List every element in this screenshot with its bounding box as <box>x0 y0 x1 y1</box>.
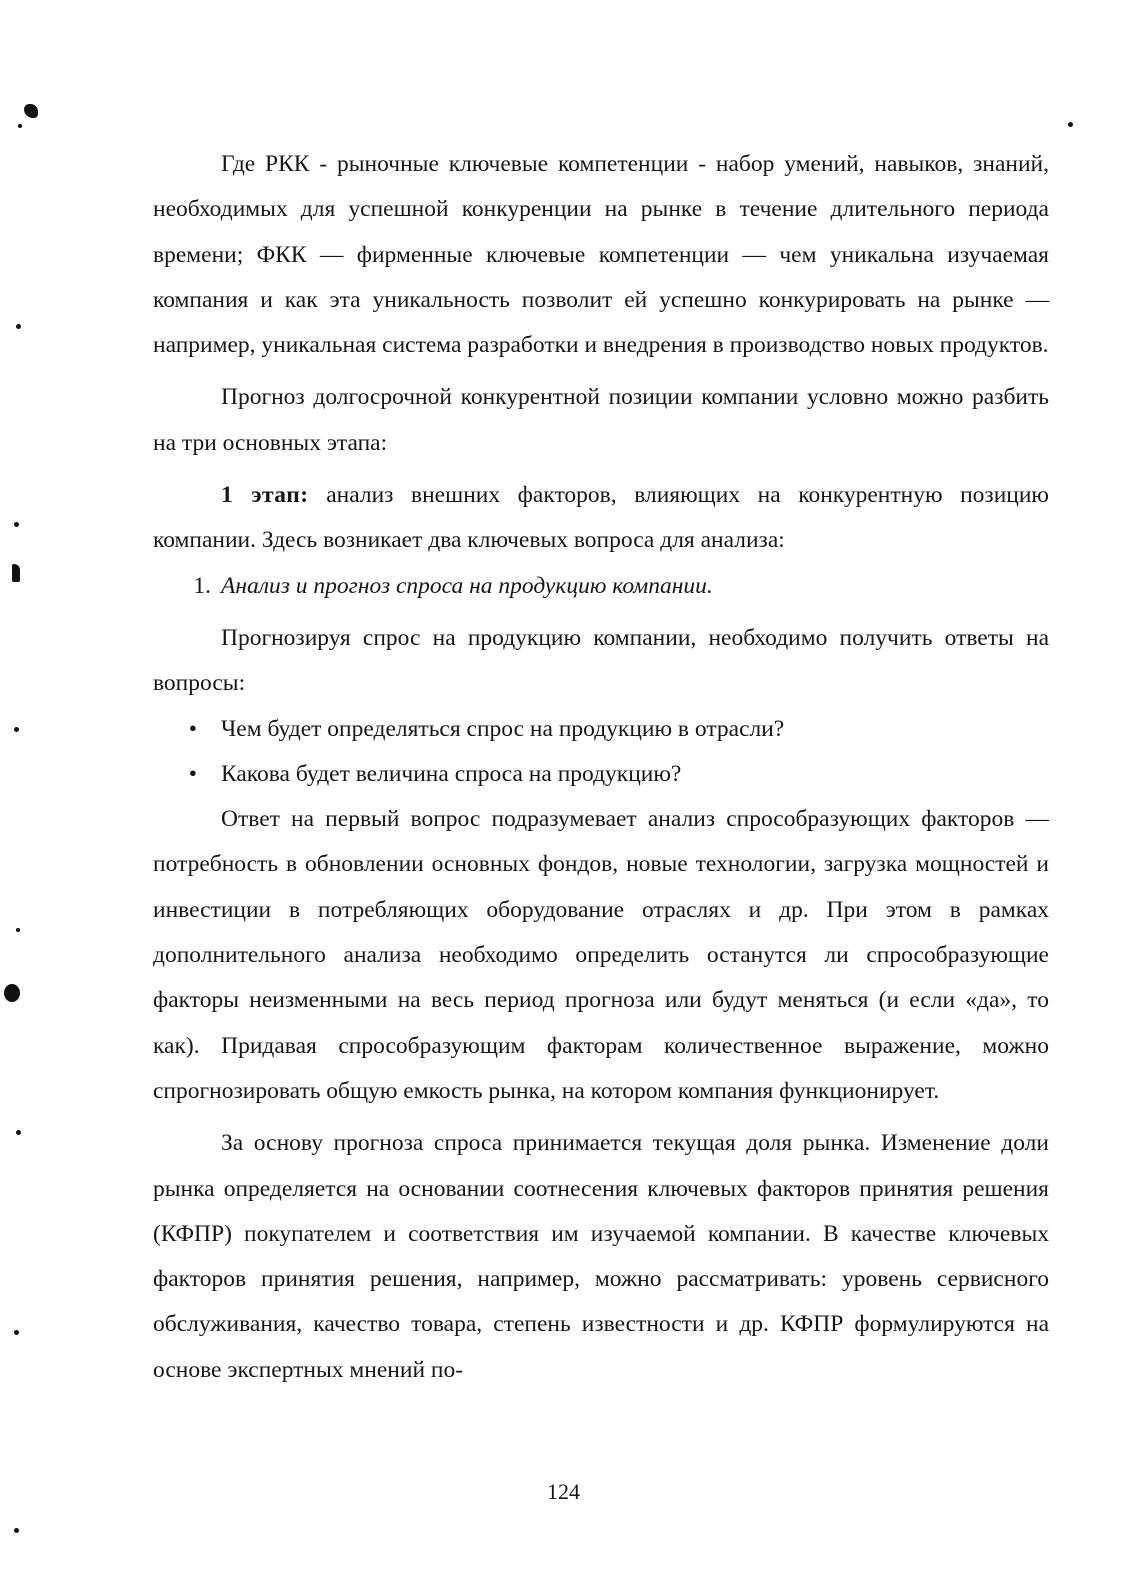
stage-text: анализ внешних факторов, влияющих на конкурентную позицию компании. Здесь возникает два ключевых вопроса для анализа: <box>153 482 1049 554</box>
list-item-text: Чем будет определяться спрос на продукцию в отрасли? <box>221 715 785 742</box>
scan-mark <box>24 104 38 118</box>
paragraph-forecast-intro: Прогноз долгосрочной конкурентной позиции компании условно можно разбить на три основных этапа: <box>153 384 1049 456</box>
stage-label: 1 этап: <box>221 482 309 509</box>
scan-mark <box>14 522 19 527</box>
scan-mark <box>14 1528 19 1533</box>
paragraph-market-share: За основу прогноза спроса принимается текущая доля рынка. Изменение доли рынка определяется на основании соотнесения ключевых факторов принятия решения (КФПР) покупателем и соответствия им изучаемой компании. В качестве ключевых факторов принятия решения, например, можно рассматривать: уровень сервисного обслуживания, качество товара, степень известности и др. КФПР формулируются на основе экспертных мнений по- <box>153 1130 1049 1383</box>
paragraph-answer: Ответ на первый вопрос подразумевает анализ спрособразующих факторов — потребность в обновлении основных фондов, новые технологии, загрузка мощностей и инвестиции в потребляющих оборудование отраслях и др. При этом в рамках дополнительного анализа необходимо определить останутся ли спрособразующие факторы неизменными на весь период прогноза или будут меняться (и если «да», то как). Придавая спрособразующим факторам количественное выражение, можно спрогнозировать общую емкость рынка, на котором компания функционирует. <box>153 806 1049 1104</box>
scan-mark <box>12 564 20 582</box>
item-number: 1. <box>193 572 211 599</box>
list-item <box>153 752 1049 797</box>
list-item <box>153 707 1049 752</box>
scan-mark <box>14 1330 19 1335</box>
scan-mark <box>4 984 20 1002</box>
scan-mark <box>18 124 22 128</box>
page-number: 124 <box>547 1479 580 1504</box>
bullet-icon: • <box>188 760 197 787</box>
scan-mark <box>16 324 21 329</box>
scan-mark <box>1068 122 1073 127</box>
paragraph-stage-1 <box>153 473 1049 564</box>
item-text: Анализ и прогноз спроса на продукцию компании. <box>221 572 713 599</box>
scan-mark <box>14 727 19 732</box>
paragraph-questions-intro: Прогнозируя спрос на продукцию компании, необходимо получить ответы на вопросы: <box>153 624 1049 697</box>
paragraph-definitions: Где РКК - рыночные ключевые компетенции - набор умений, навыков, знаний, необходимых для успешной конкуренции на рынке в течение длительного периода времени; ФКК — фирменные ключевые компетенции — чем уникальна изучаемая компания и как эта уникальность позволит ей успешно конкурировать на рынке — например, уникальная система разработки и внедрения в производство новых продуктов. <box>153 151 1049 359</box>
scan-mark <box>16 928 20 932</box>
page-body <box>153 142 1049 1393</box>
list-item-text: Какова будет величина спроса на продукцию? <box>221 760 682 787</box>
bullet-icon: • <box>188 715 197 742</box>
numbered-item <box>153 564 1049 609</box>
scan-mark <box>16 1130 21 1135</box>
